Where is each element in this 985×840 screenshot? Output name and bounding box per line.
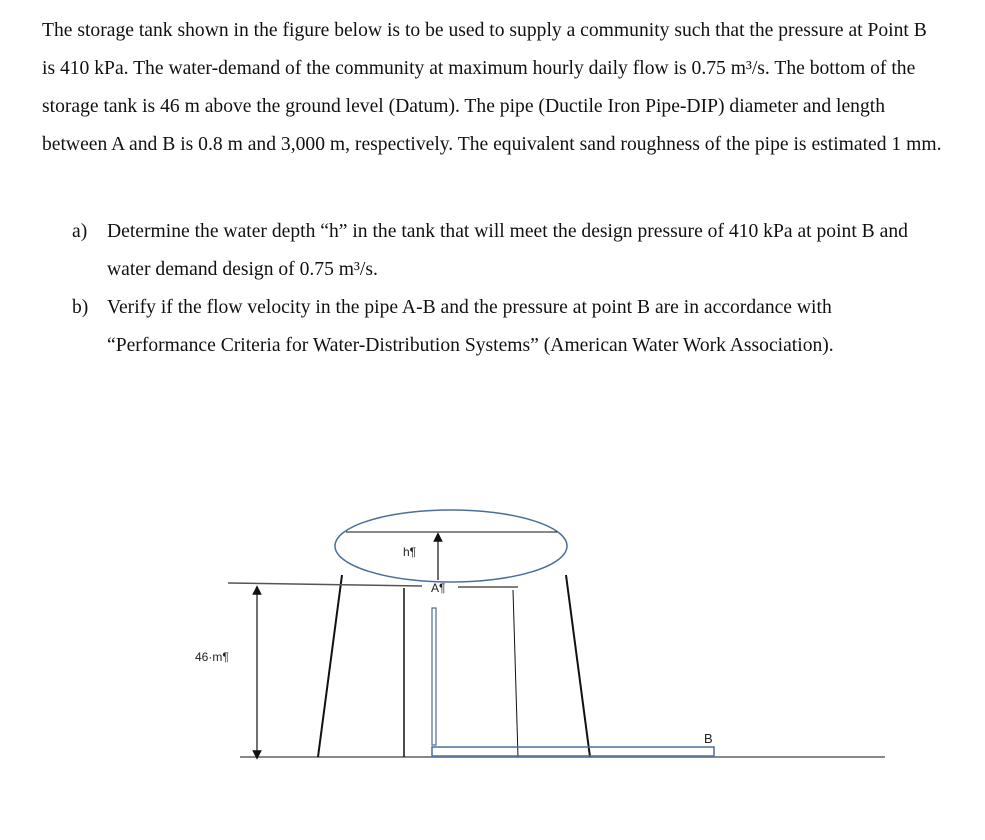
horizontal-pipe [432,747,714,756]
problem-statement: The storage tank shown in the figure below is to be used to supply a community such that the pressure at Point B is 410 kPa. The water-demand of the community at maximum hourly daily flow is 0.75 m³/s. The bottom of the storage tank is 46 m above the ground level (Datum). The pipe (Ductile Iron Pipe-DIP) diameter and length between A and B is 0.8 m and 3,000 m, respectively. The equivalent sand roughness of the pipe is estimated 1 mm. [42,20,942,155]
tank-leg-left [318,575,342,757]
question-marker: a) [72,221,88,242]
label-46m: 46·m¶ [195,650,229,664]
label-b: B [704,731,713,746]
question-text: Determine the water depth “h” in the tank that will meet the design pressure of 410 kPa at point B and water demand design of 0.75 m³/s. [107,221,908,280]
tank-ellipse [335,510,567,582]
label-a: A¶ [431,581,446,595]
vertical-pipe [432,608,436,745]
question-marker: b) [72,297,89,318]
tank-leg-right [566,575,590,757]
inner-support-right [513,590,518,757]
label-h: h¶ [403,545,417,559]
question-text: Verify if the flow velocity in the pipe A-B and the pressure at point B are in accordance with “Performance Criteria for Water-Distribution Systems” (American Water Work Association). [107,297,834,356]
tank-bottom-line-left [228,583,422,586]
